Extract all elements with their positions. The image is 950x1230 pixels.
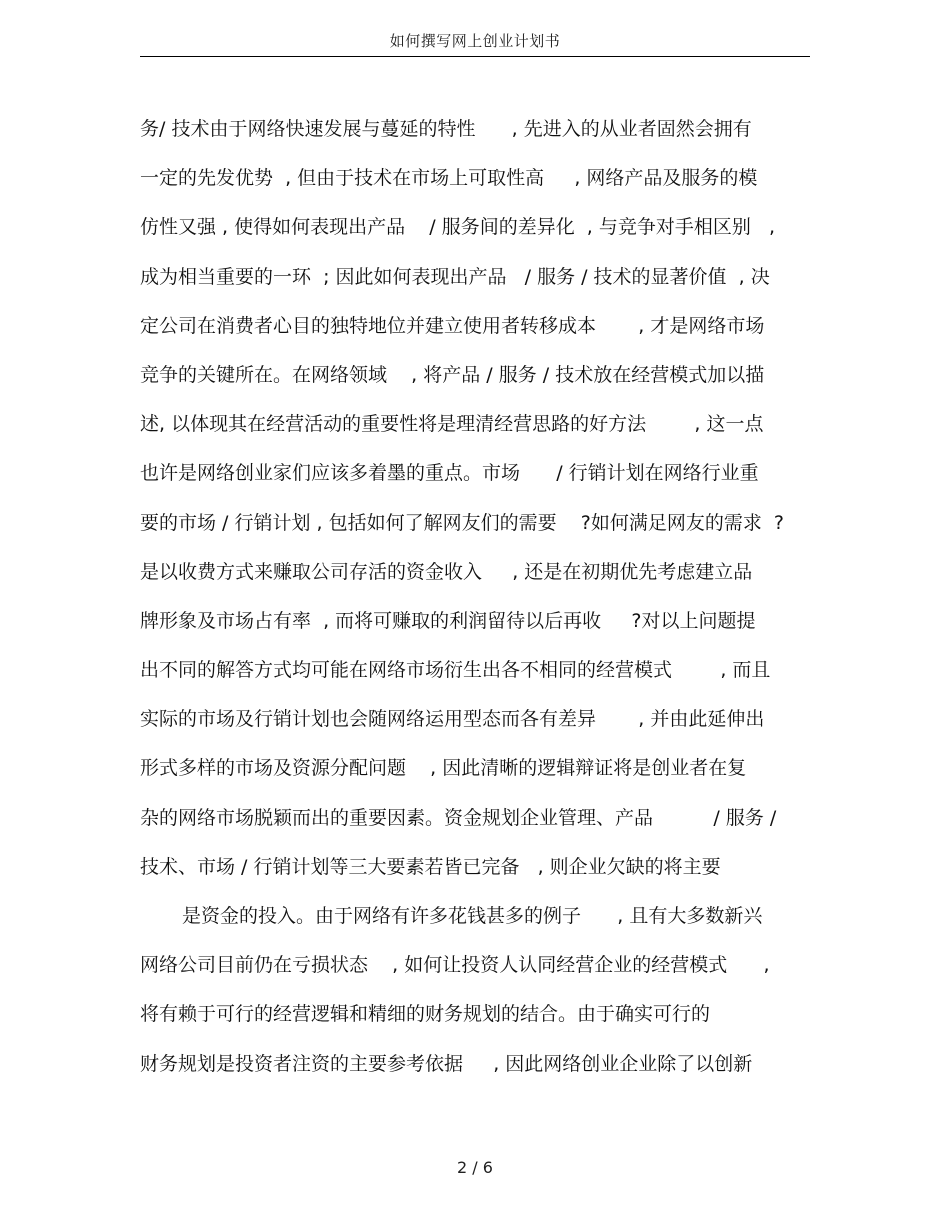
body-line: 竞争的关键所在。在网络领域 , 将产品 / 服务 / 技术放在经营模式加以描 [140,363,765,386]
body-line: 实际的市场及行销计划也会随网络运用型态而各有差异 , 并由此延伸出 [140,708,765,731]
header-divider [140,56,810,57]
body-line: 出不同的解答方式均可能在网络市场衍生出各不相同的经营模式 , 而且 [140,659,771,682]
document-body [140,111,820,1095]
body-line: 是以收费方式来赚取公司存活的资金收入 , 还是在初期优先考虑建立品 [140,560,753,583]
body-line: 网络公司目前仍在亏损状态 , 如何让投资人认同经营企业的经营模式 , [140,954,770,977]
body-line: 也许是网络创业家们应该多着墨的重点。市场 / 行销计划在网络行业重 [140,462,759,485]
body-line: 技术、市场 / 行销计划等三大要素若皆已完备 , 则企业欠缺的将主要 [140,855,721,878]
body-line: 财务规划是投资者注资的主要参考依据 , 因此网络创业企业除了以创新 [140,1052,753,1075]
body-line: 将有赖于可行的经营逻辑和精细的财务规划的结合。由于确实可行的 [140,1003,711,1026]
body-line: 述, 以体现其在经营活动的重要性将是理清经营思路的好方法 , 这一点 [140,413,764,436]
page-number: 2 / 6 [457,1158,493,1177]
body-line: 牌形象及市场占有率 , 而将可赚取的利润留待以后再收 ?对以上问题提 [140,609,756,632]
body-line: 定公司在消费者心目的独特地位并建立使用者转移成本 , 才是网络市场 [140,314,765,337]
body-line: 要的市场 / 行销计划 , 包括如何了解网友们的需要 ?如何满足网友的需求 ? [140,511,785,534]
body-line: 杂的网络市场脱颖而出的重要因素。资金规划企业管理、产品 / 服务 / [140,806,777,829]
body-line: 形式多样的市场及资源分配问题 , 因此清晰的逻辑辩证将是创业者在复 [140,757,747,780]
body-line: 仿性又强 , 使得如何表现出产品 / 服务间的差异化 , 与竞争对手相区别 , [140,216,776,239]
body-line: 成为相当重要的一环 ; 因此如何表现出产品 / 服务 / 技术的显著价值 , 决 [140,265,770,288]
body-line-indented: 是资金的投入。由于网络有许多花钱甚多的例子 , 且有大多数新兴 [182,905,763,927]
body-line: 务/ 技术由于网络快速发展与蔓延的特性 , 先进入的从业者固然会拥有 [140,118,752,140]
body-line: 一定的先发优势 , 但由于技术在市场上可取性高 , 网络产品及服务的模 [140,167,758,190]
page-header-title: 如何撰写网上创业计划书 [389,32,561,50]
